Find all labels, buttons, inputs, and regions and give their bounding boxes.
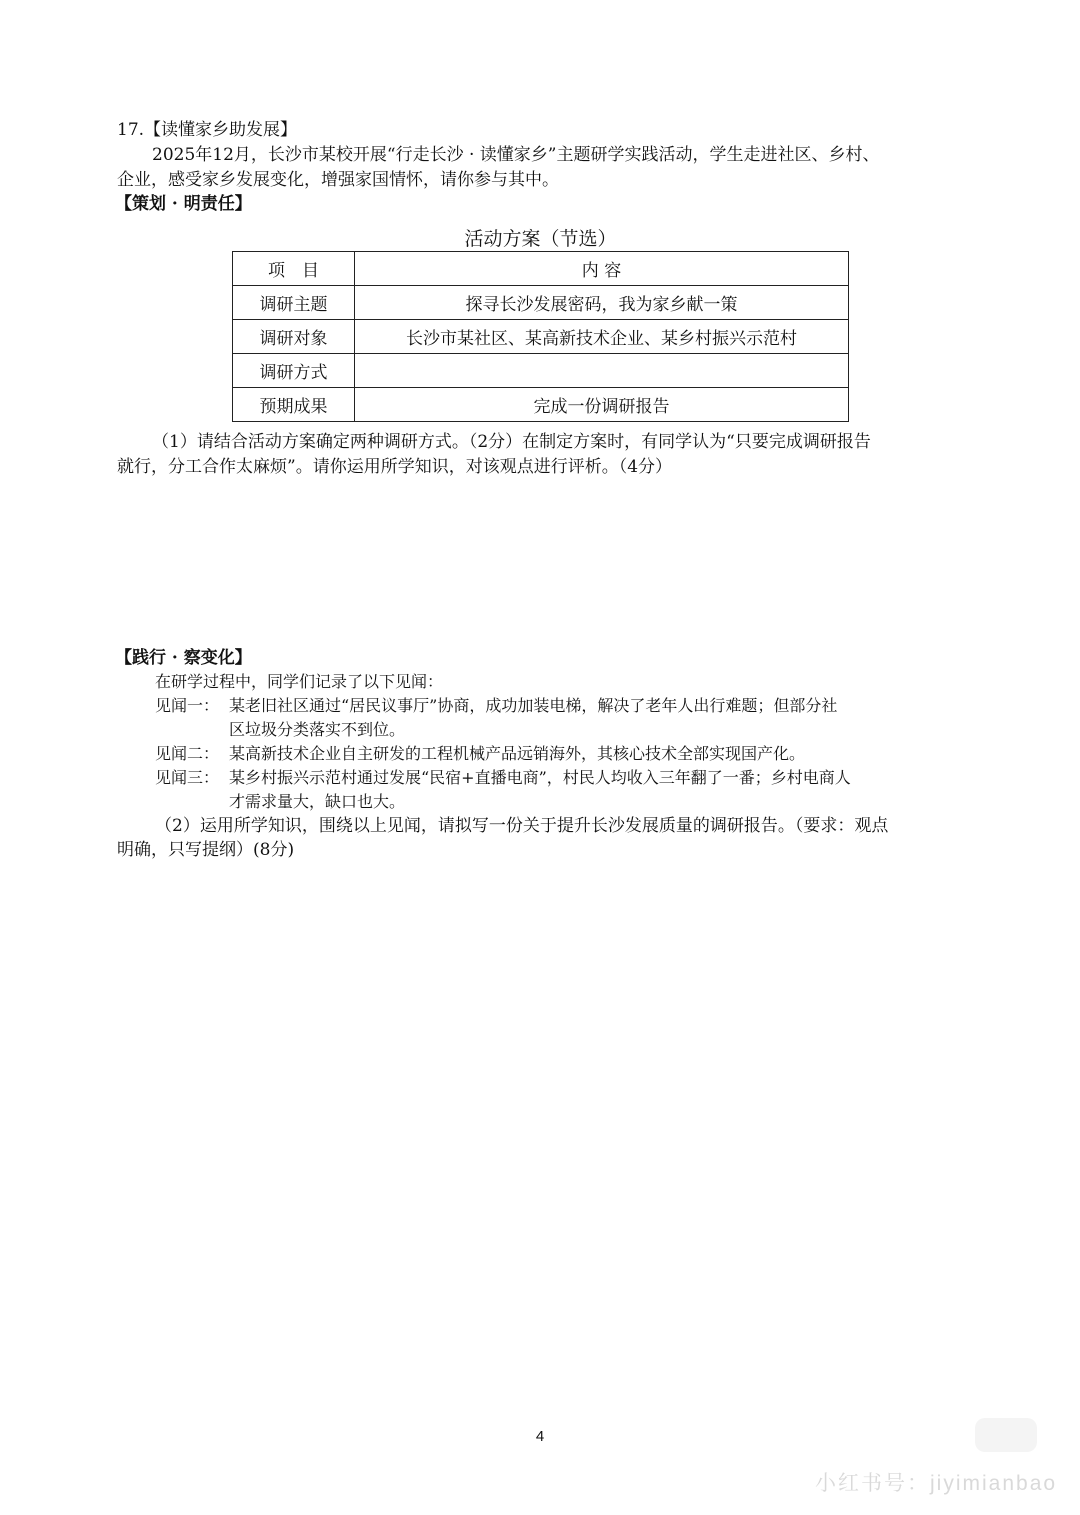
section1-heading: 【策划 · 明责任】 [115, 194, 252, 214]
observation-2-line-1: 某高新技术企业自主研发的工程机械产品远销海外，其核心技术全部实现国产化。 [229, 744, 806, 763]
watermark-text: 小红书号：jiyimianbao [815, 1472, 1058, 1495]
table-header-row [233, 252, 849, 286]
row-label: 调研主题 [233, 286, 355, 320]
header-cell-content: 内 容 [355, 252, 849, 286]
observation-1-label: 见闻一： [155, 696, 220, 715]
table-row [233, 286, 849, 320]
observation-3-label: 见闻三： [155, 768, 220, 787]
activity-plan-table [232, 251, 849, 422]
question-2-line-2: 明确，只写提纲）(8分) [117, 840, 295, 860]
row-value: 探寻长沙发展密码，我为家乡献一策 [355, 286, 849, 320]
question-2-line-1: （2）运用所学知识，围绕以上见闻，请拟写一份关于提升长沙发展质量的调研报告。（要求：观点 [155, 816, 889, 836]
intro-line-2: 企业，感受家乡发展变化，增强家国情怀，请你参与其中。 [117, 170, 559, 190]
question-1-line-2: 就行，分工合作太麻烦”。请你运用所学知识，对该观点进行评析。（4分） [117, 457, 673, 477]
row-value-empty [355, 354, 849, 388]
row-value: 长沙市某社区、某高新技术企业、某乡村振兴示范村 [355, 320, 849, 354]
header-cell-item: 项 目 [233, 252, 355, 286]
table-row [233, 388, 849, 422]
section2-heading: 【践行 · 察变化】 [115, 648, 252, 668]
observation-1-line-1: 某老旧社区通过“居民议事厅”协商，成功加装电梯，解决了老年人出行难题；但部分社 [229, 696, 838, 715]
section2-lead: 在研学过程中，同学们记录了以下见闻： [155, 672, 444, 691]
observation-2-label: 见闻二： [155, 744, 220, 763]
observation-3-line-2: 才需求量大，缺口也大。 [229, 792, 406, 811]
row-label: 调研对象 [233, 320, 355, 354]
table-title: 活动方案（节选） [464, 228, 617, 250]
table-row [233, 354, 849, 388]
row-label: 调研方式 [233, 354, 355, 388]
intro-line-1: 2025年12月，长沙市某校开展“行走长沙 · 读懂家乡”主题研学实践活动，学生走进社区、乡村、 [152, 145, 880, 165]
watermark-logo [975, 1418, 1037, 1452]
observation-3-line-1: 某乡村振兴示范村通过发展“民宿+直播电商”，村民人均收入三年翻了一番；乡村电商人 [229, 768, 851, 787]
question-1-line-1: （1）请结合活动方案确定两种调研方式。（2分）在制定方案时，有同学认为“只要完成调研报告 [152, 432, 871, 452]
observation-1-line-2: 区垃圾分类落实不到位。 [229, 720, 406, 739]
row-label: 预期成果 [233, 388, 355, 422]
row-value: 完成一份调研报告 [355, 388, 849, 422]
question-title: 17.【读懂家乡助发展】 [117, 120, 298, 140]
table-row [233, 320, 849, 354]
page-number: 4 [535, 1428, 545, 1445]
